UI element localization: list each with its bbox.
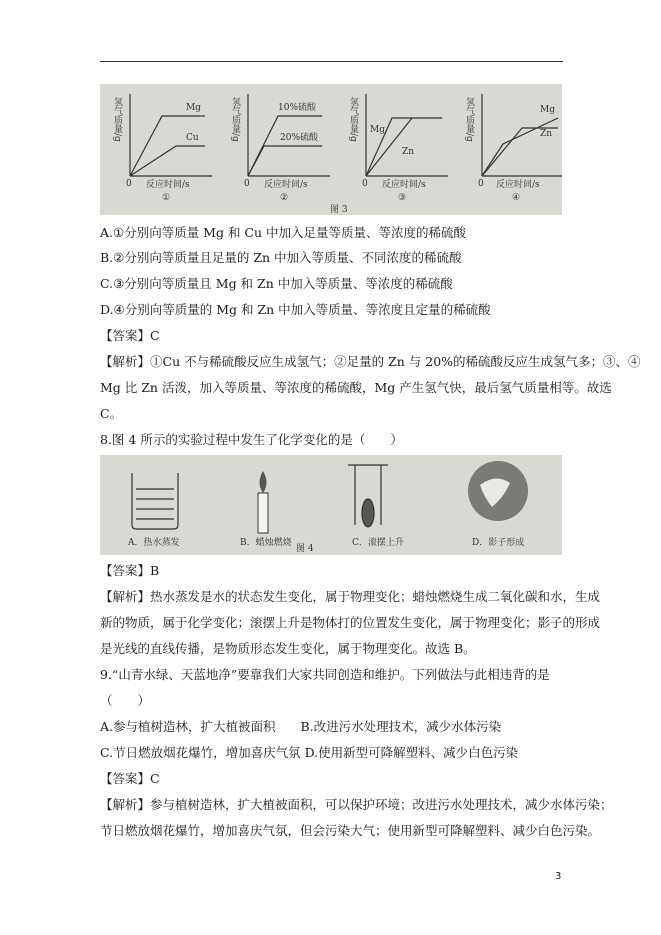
panel1-label-mg: Mg bbox=[186, 103, 201, 113]
panel2-origin: 0 bbox=[244, 179, 250, 189]
panel4-origin: 0 bbox=[478, 179, 484, 189]
fig4-option-b: B．蜡烛燃烧 bbox=[240, 538, 292, 548]
q9-analysis-line2: 节日燃放烟花爆竹，增加喜庆气氛，但会污染大气；使用新型可降解塑料、减少白色污染。 bbox=[100, 823, 601, 838]
q9-stem-line2: （ ） bbox=[100, 693, 151, 708]
panel3-ylabel: 氢气质量/g bbox=[348, 97, 358, 142]
q8-analysis-line2: 新的物质，属于化学变化；滚摆上升是物体打的位置发生变化，属于物理变化；影子的形成 bbox=[100, 615, 601, 630]
fig4-option-a: A．热水蒸发 bbox=[128, 538, 180, 548]
q9-answer: 【答案】C bbox=[100, 771, 160, 786]
panel1-ylabel: 氢气质量/g bbox=[112, 97, 122, 142]
q9-options-cd: C.节日燃放烟花爆竹，增加喜庆气氛 D.使用新型可降解塑料、减少白色污染 bbox=[100, 745, 519, 760]
q7-analysis-line3: C。 bbox=[100, 406, 123, 421]
panel1-xlabel: 反应时间/s bbox=[146, 180, 190, 190]
page-number: 3 bbox=[555, 871, 562, 882]
panel4-ylabel: 氢气质量/g bbox=[464, 97, 474, 142]
q7-option-a: A.①分别向等质量 Mg 和 Cu 中加入足量等质量、等浓度的稀硫酸 bbox=[100, 225, 467, 240]
q7-answer: 【答案】C bbox=[100, 328, 160, 343]
panel2-label-20: 20%硫酸 bbox=[280, 133, 319, 143]
figure-3 bbox=[100, 84, 562, 215]
panel4-label-zn: Zn bbox=[540, 129, 553, 139]
q7-analysis-line1: 【解析】①Cu 不与稀硫酸反应生成氢气；②足量的 Zn 与 20%的稀硫酸反应生成氢气多；③、④ bbox=[100, 354, 641, 369]
panel3-xlabel: 反应时间/s bbox=[382, 180, 426, 190]
q8-stem: 8.图 4 所示的实验过程中发生了化学变化的是（ ） bbox=[100, 432, 403, 447]
q7-option-c: C.③分别向等质量且 Mg 和 Zn 中加入等质量、等浓度的稀硫酸 bbox=[100, 276, 453, 291]
panel1-label-cu: Cu bbox=[186, 133, 199, 143]
figure-3-graphs bbox=[100, 84, 562, 215]
panel1-origin: 0 bbox=[126, 179, 132, 189]
figure-4 bbox=[100, 455, 562, 555]
panel2-curve-20 bbox=[248, 146, 322, 176]
q8-answer: 【答案】B bbox=[100, 563, 160, 578]
panel3-index: ③ bbox=[398, 193, 407, 203]
q8-analysis-line3: 是光线的直线传播，是物质形态发生变化，属于物理变化。故选 B。 bbox=[100, 641, 476, 656]
panel2-index: ② bbox=[280, 193, 289, 203]
figure-4-caption: 图 4 bbox=[296, 544, 314, 554]
panel2-label-10: 10%硫酸 bbox=[278, 103, 317, 113]
panel3-origin: 0 bbox=[362, 179, 368, 189]
panel2-ylabel: 氢气质量/g bbox=[230, 97, 240, 142]
panel4-xlabel: 反应时间/s bbox=[496, 180, 540, 190]
fig4-option-d: D．影子形成 bbox=[472, 538, 525, 548]
panel1-cu-curve bbox=[130, 146, 205, 176]
panel4-mg-curve bbox=[482, 118, 558, 176]
q7-option-b: B.②分别向等质量且足量的 Zn 中加入等质量、不同浓度的稀硫酸 bbox=[100, 250, 462, 265]
q9-analysis-line1: 【解析】参与植树造林，扩大植被面积，可以保护环境；改进污水处理技术，减少水体污染； bbox=[100, 797, 613, 812]
panel1-index: ① bbox=[162, 193, 171, 203]
pendulum-icon bbox=[348, 465, 388, 527]
q8-analysis-line1: 【解析】热水蒸发是水的状态发生变化，属于物理变化；蜡烛燃烧生成二氧化碳和水，生成 bbox=[100, 589, 601, 604]
panel4-label-mg: Mg bbox=[540, 105, 555, 115]
shadow-icon bbox=[468, 461, 528, 521]
q7-analysis-line2: Mg 比 Zn 活泼，加入等质量、等浓度的稀硫酸，Mg 产生氢气快，最后氢气质量相等。故选 bbox=[100, 380, 612, 395]
panel3-label-zn: Zn bbox=[402, 147, 415, 157]
q9-stem-line1: 9.“山青水绿、天蓝地净”要靠我们大家共同创造和维护。下列做法与此相违背的是 bbox=[100, 667, 550, 682]
q9-options-ab: A.参与植树造林，扩大植被面积 B.改进污水处理技术，减少水体污染 bbox=[100, 719, 502, 734]
header-rule bbox=[100, 61, 563, 62]
beaker-icon bbox=[132, 473, 178, 529]
panel3-label-mg: Mg bbox=[370, 125, 385, 135]
panel4-index: ④ bbox=[512, 193, 521, 203]
fig4-option-c: C．滚摆上升 bbox=[352, 538, 404, 548]
figure-3-caption: 图 3 bbox=[330, 205, 348, 215]
candle-icon bbox=[258, 471, 268, 533]
q7-option-d: D.④分别向等质量的 Mg 和 Zn 中加入等质量、等浓度且定量的稀硫酸 bbox=[100, 302, 491, 317]
panel2-xlabel: 反应时间/s bbox=[264, 180, 308, 190]
figure-4-illustrations bbox=[100, 455, 562, 555]
